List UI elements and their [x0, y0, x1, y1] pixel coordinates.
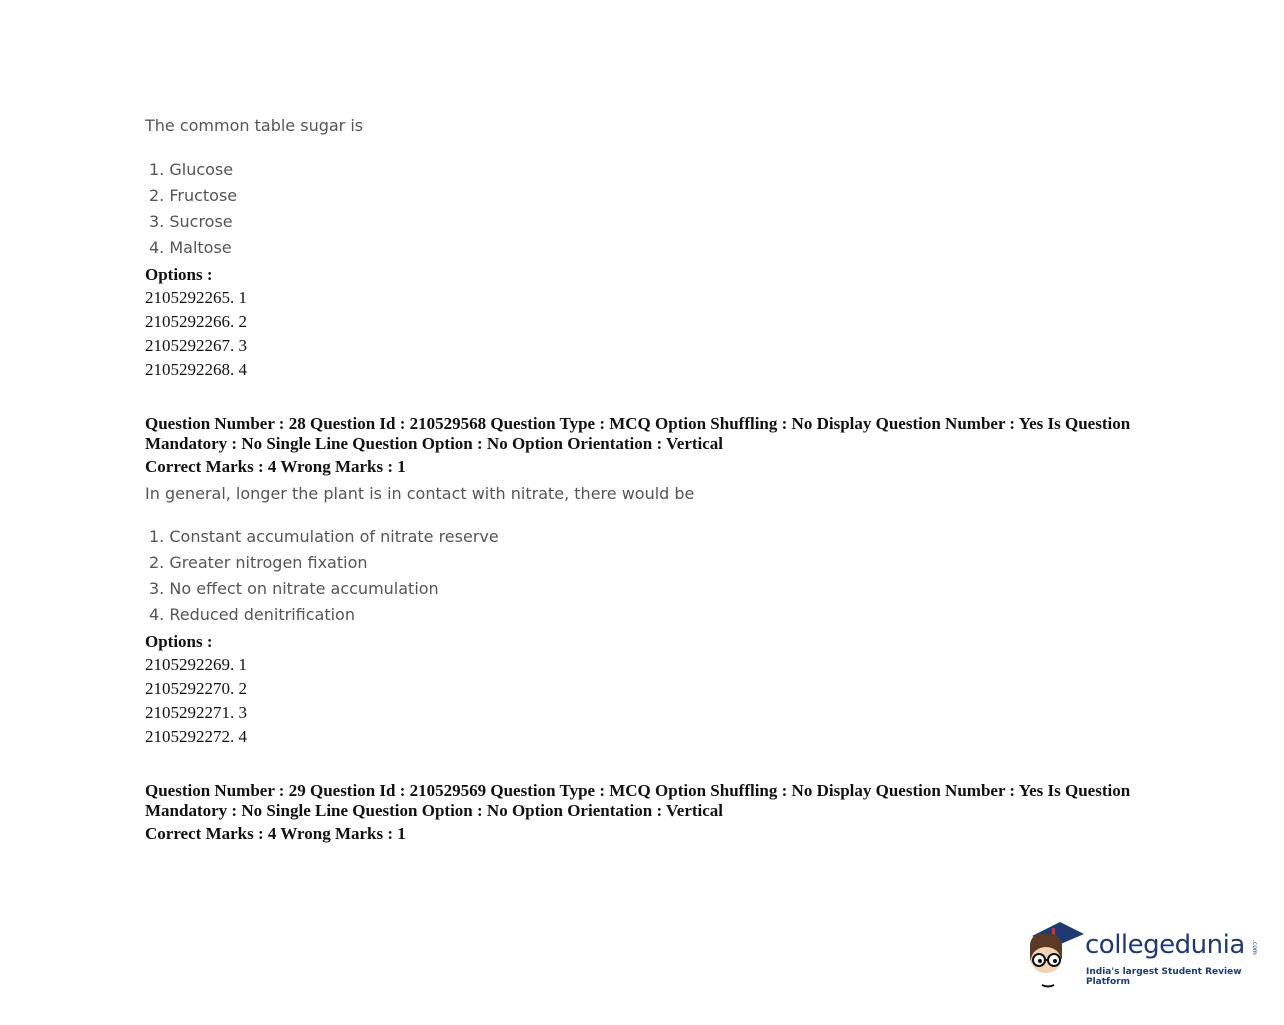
choice-item: 3. No effect on nitrate accumulation	[149, 579, 439, 598]
question-28-option-ids	[145, 653, 247, 749]
question-28-text: In general, longer the plant is in contact with nitrate, there would be	[145, 484, 695, 503]
mascot-icon	[1022, 918, 1084, 990]
option-id-item: 2105292268. 4	[145, 360, 247, 379]
question-28-meta: Question Number : 28 Question Id : 210529568 Question Type : MCQ Option Shuffling : No Display Question Number : Yes Is Question Mandatory : No Single Line Question Option : No Option Orientation : Vertical	[145, 414, 1131, 453]
question-27-choices	[149, 157, 237, 261]
option-id-item: 2105292265. 1	[145, 288, 247, 307]
question-27-text: The common table sugar is	[145, 116, 364, 135]
choice-item: 2. Greater nitrogen fixation	[149, 553, 368, 572]
question-29-meta: Question Number : 29 Question Id : 210529569 Question Type : MCQ Option Shuffling : No Display Question Number : Yes Is Question Mandatory : No Single Line Question Option : No Option Orientation : Vertical	[145, 781, 1131, 820]
question-28-choices	[149, 524, 499, 628]
question-27-option-ids	[145, 286, 247, 382]
logo-tagline: India's largest Student Review Platform	[1086, 967, 1242, 987]
options-heading: Options :	[145, 632, 213, 651]
option-id-item: 2105292270. 2	[145, 679, 247, 698]
choice-item: 4. Reduced denitrification	[149, 605, 355, 624]
option-id-item: 2105292266. 2	[145, 312, 247, 331]
choice-item: 3. Sucrose	[149, 212, 233, 231]
option-id-item: 2105292267. 3	[145, 336, 247, 355]
choice-item: 1. Constant accumulation of nitrate reserve	[149, 527, 499, 546]
logo-wordmark: collegedunia	[1085, 930, 1245, 960]
question-28-marks: Correct Marks : 4 Wrong Marks : 1	[145, 457, 406, 476]
option-id-item: 2105292272. 4	[145, 727, 247, 746]
logo-domain: .com	[1251, 940, 1258, 955]
choice-item: 1. Glucose	[149, 160, 234, 179]
choice-item: 4. Maltose	[149, 238, 232, 257]
options-heading: Options :	[145, 265, 213, 284]
option-id-item: 2105292271. 3	[145, 703, 247, 722]
question-29-marks: Correct Marks : 4 Wrong Marks : 1	[145, 824, 406, 843]
choice-item: 2. Fructose	[149, 186, 238, 205]
collegedunia-logo	[1022, 918, 1262, 990]
option-id-item: 2105292269. 1	[145, 655, 247, 674]
